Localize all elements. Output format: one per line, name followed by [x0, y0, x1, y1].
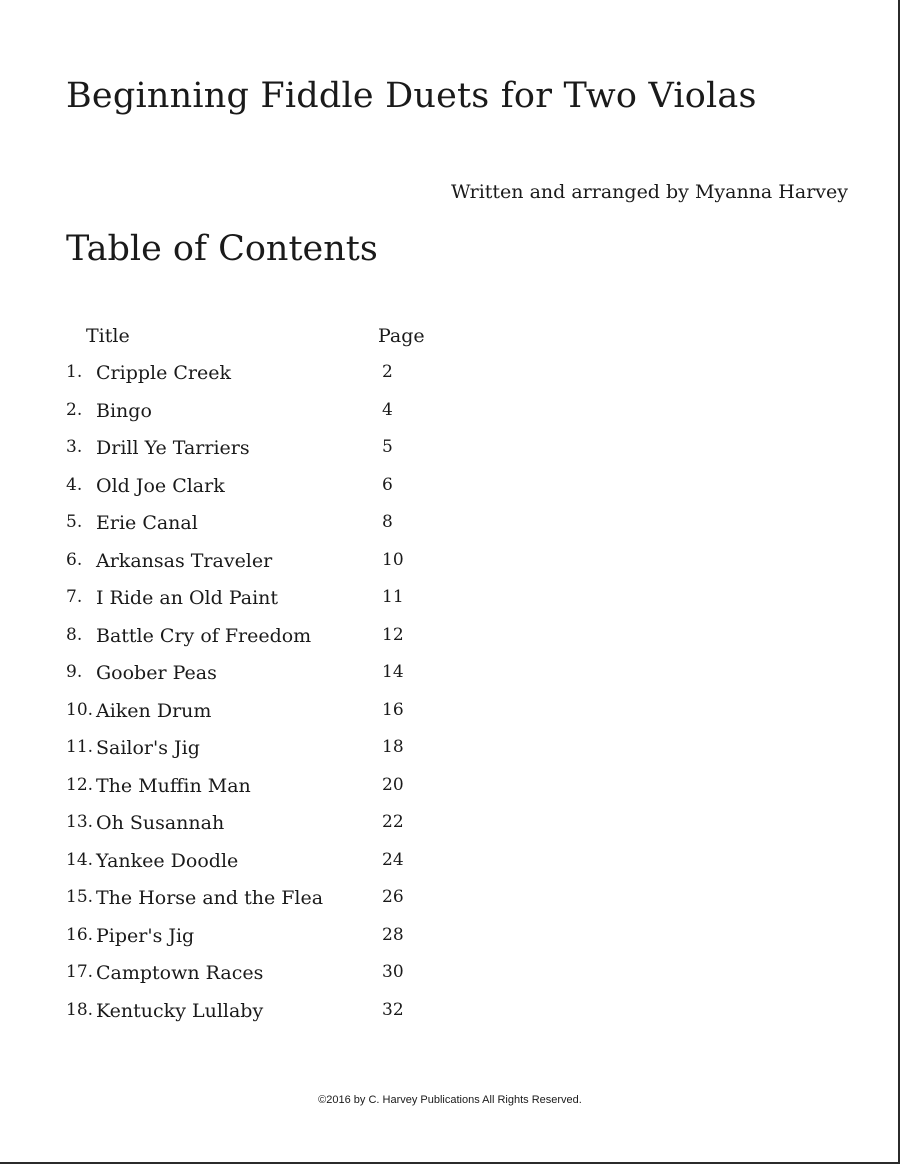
- toc-list: [0, 362, 900, 1037]
- toc-entry-number: 4.: [66, 474, 83, 495]
- toc-entry-title: Cripple Creek: [96, 362, 232, 384]
- toc-entry-title: Camptown Races: [96, 962, 264, 984]
- toc-entry-page: 6: [382, 474, 393, 495]
- toc-entry: [0, 737, 900, 775]
- toc-entry-number: 14.: [66, 849, 94, 870]
- toc-entry: [0, 437, 900, 475]
- toc-entry-number: 12.: [66, 774, 94, 795]
- toc-entry-title: The Muffin Man: [96, 774, 251, 797]
- toc-entry-number: 17.: [66, 962, 94, 982]
- toc-entry-number: 18.: [66, 999, 94, 1020]
- toc-entry-page: 22: [382, 812, 404, 832]
- toc-entry: [0, 850, 900, 888]
- toc-entry-number: 16.: [66, 924, 94, 945]
- toc-entry: [0, 587, 900, 625]
- toc-entry-number: 7.: [66, 587, 83, 607]
- toc-entry: [0, 925, 900, 963]
- toc-entry: [0, 812, 900, 850]
- toc-entry-title: Drill Ye Tarriers: [96, 437, 250, 459]
- toc-entry-page: 26: [382, 887, 404, 907]
- toc-entry-number: 15.: [66, 887, 94, 907]
- toc-entry-title: Battle Cry of Freedom: [96, 624, 312, 647]
- toc-entry-page: 4: [382, 399, 393, 420]
- toc-entry-title: Kentucky Lullaby: [96, 999, 264, 1022]
- toc-entry-number: 6.: [66, 549, 83, 570]
- toc-entry-title: Old Joe Clark: [96, 474, 225, 497]
- toc-entry-title: Erie Canal: [96, 512, 198, 534]
- toc-entry-title: Bingo: [96, 399, 152, 422]
- toc-entry-title: Oh Susannah: [96, 812, 225, 834]
- book-title: Beginning Fiddle Duets for Two Violas: [66, 76, 757, 116]
- toc-entry-title: Sailor's Jig: [96, 737, 200, 759]
- toc-entry: [0, 887, 900, 925]
- toc-entry-page: 18: [382, 737, 404, 757]
- toc-heading: Table of Contents: [66, 229, 378, 269]
- author-byline: Written and arranged by Myanna Harvey: [450, 181, 848, 203]
- toc-entry: [0, 962, 900, 1000]
- toc-entry: [0, 475, 900, 513]
- toc-entry-page: 5: [382, 437, 393, 457]
- toc-entry-number: 8.: [66, 624, 83, 645]
- toc-entry-page: 24: [382, 849, 404, 870]
- toc-entry-title: Arkansas Traveler: [96, 549, 273, 572]
- toc-entry-number: 13.: [66, 812, 94, 832]
- toc-entry-title: Goober Peas: [96, 662, 217, 684]
- toc-entry: [0, 662, 900, 700]
- toc-entry: [0, 625, 900, 663]
- toc-entry-number: 11.: [66, 737, 94, 757]
- toc-entry-page: 20: [382, 774, 404, 795]
- toc-entry-title: The Horse and the Flea: [96, 887, 324, 909]
- column-header-title: Title: [86, 325, 130, 347]
- copyright-footer: ©2016 by C. Harvey Publications All Rights Reserved.: [318, 1094, 582, 1106]
- toc-entry: [0, 512, 900, 550]
- toc-entry: [0, 775, 900, 813]
- toc-entry-title: Aiken Drum: [96, 699, 212, 722]
- toc-entry-page: 2: [382, 362, 393, 382]
- toc-entry-number: 9.: [66, 662, 83, 682]
- toc-entry-page: 16: [382, 699, 404, 720]
- toc-entry-page: 14: [382, 662, 404, 682]
- toc-entry-page: 30: [382, 962, 404, 982]
- toc-entry: [0, 400, 900, 438]
- toc-entry-page: 28: [382, 924, 404, 945]
- toc-entry-number: 2.: [66, 399, 83, 420]
- toc-entry: [0, 700, 900, 738]
- toc-entry-page: 8: [382, 512, 393, 532]
- toc-entry-page: 32: [382, 999, 404, 1020]
- toc-entry-number: 1.: [66, 362, 83, 382]
- toc-entry-title: Yankee Doodle: [96, 849, 239, 872]
- toc-entry-number: 5.: [66, 512, 83, 532]
- toc-entry-page: 11: [382, 587, 404, 607]
- toc-entry-page: 10: [382, 549, 404, 570]
- toc-entry-title: Piper's Jig: [96, 924, 195, 947]
- toc-entry: [0, 362, 900, 400]
- toc-entry-page: 12: [382, 624, 404, 645]
- column-header-page: Page: [378, 325, 425, 347]
- toc-entry-number: 10.: [66, 699, 94, 720]
- toc-entry-title: I Ride an Old Paint: [96, 587, 279, 609]
- toc-entry: [0, 1000, 900, 1038]
- toc-entry-number: 3.: [66, 437, 83, 457]
- toc-entry: [0, 550, 900, 588]
